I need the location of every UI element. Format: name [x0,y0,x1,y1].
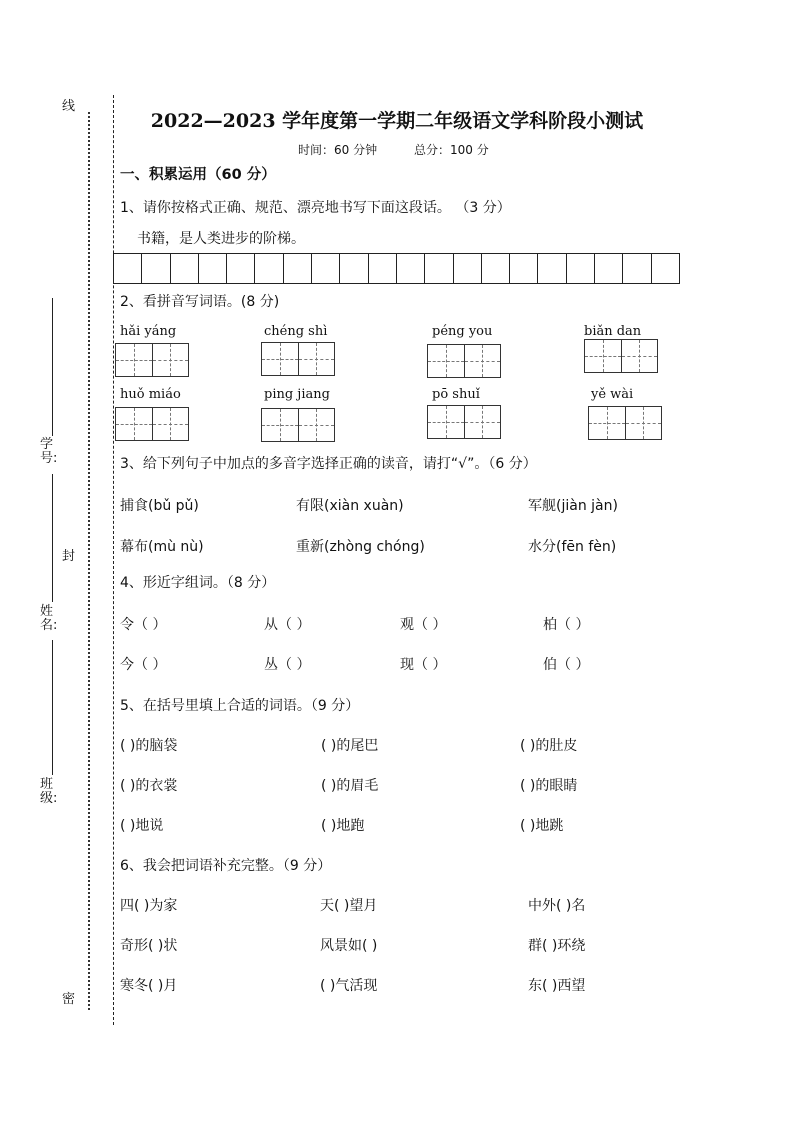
q3-item[interactable]: 有限(xiàn xuàn) [296,498,404,514]
margin-xian: 线 [62,99,76,114]
q4-prompt: 4、形近字组词。（8 分） [120,575,276,591]
pinyin-label: péng you [432,324,493,339]
xingming-label: 姓名: [40,604,58,633]
q6-prompt: 6、我会把词语补充完整。（9 分） [120,858,332,874]
q5-item[interactable]: ( )地跑 [321,818,365,834]
pinyin-label: chéng shì [264,324,328,339]
q6-item[interactable]: 群( )环绕 [528,938,586,954]
q3-prompt: 3、给下列句子中加点的多音字选择正确的读音，请打“√”。（6 分） [120,456,537,472]
pinyin-label: huǒ miáo [120,387,181,402]
q6-item[interactable]: 风景如( ) [320,938,378,954]
q6-item[interactable]: 奇形( )状 [120,938,178,954]
tianzige-box[interactable] [588,406,662,440]
tianzige-box[interactable] [261,408,335,442]
pinyin-label: biǎn dan [584,324,642,339]
pinyin-label: ping jiang [264,387,330,402]
exam-time: 时间：60 分钟 [298,143,378,157]
q5-item[interactable]: ( )的眉毛 [321,778,379,794]
exam-title: 2022—2023 学年度第一学期二年级语文学科阶段小测试 [150,110,644,132]
xingming-field[interactable] [52,474,53,602]
binding-dotted-line [88,112,90,1010]
pinyin-label: hǎi yáng [120,324,177,339]
q6-item[interactable]: 天( )望月 [320,898,378,914]
q5-item[interactable]: ( )地说 [120,818,164,834]
xuehao-field[interactable] [52,298,53,436]
q3-item[interactable]: 捕食(bǔ pǔ) [120,498,199,514]
binding-dashed-line [113,95,114,1025]
pinyin-label: yě wài [591,387,634,402]
tianzige-box[interactable] [261,342,335,376]
pinyin-label: pō shuǐ [432,387,480,402]
q5-item[interactable]: ( )的脑袋 [120,738,178,754]
tianzige-box[interactable] [115,407,189,441]
q5-item[interactable]: ( )的尾巴 [321,738,379,754]
banji-field[interactable] [52,640,53,775]
q4-item[interactable]: 从（ ） [264,617,311,633]
q2-prompt: 2、看拼音写词语。(8 分) [120,294,280,310]
q4-item[interactable]: 现（ ） [400,657,447,673]
q6-item[interactable]: 四( )为家 [120,898,178,914]
q3-item[interactable]: 军舰(jiàn jàn) [528,498,618,514]
q6-item[interactable]: 寒冬( )月 [120,978,178,994]
q1-sentence: 书籍，是人类进步的阶梯。 [137,231,305,247]
q4-item[interactable]: 柏（ ） [543,617,590,633]
section-heading: 一、积累运用（60 分） [120,167,276,183]
q4-item[interactable]: 伯（ ） [543,657,590,673]
q5-item[interactable]: ( )的肚皮 [520,738,578,754]
q5-item[interactable]: ( )的衣裳 [120,778,178,794]
q3-item[interactable]: 水分(fēn fèn) [528,539,617,555]
q5-item[interactable]: ( )的眼睛 [520,778,578,794]
q6-item[interactable]: 中外( )名 [528,898,586,914]
tianzige-box[interactable] [427,344,501,378]
q4-item[interactable]: 令（ ） [120,617,167,633]
tianzige-box[interactable] [584,339,658,373]
margin-feng: 封 [62,549,76,564]
q3-item[interactable]: 重新(zhòng chóng) [296,539,425,555]
q5-prompt: 5、在括号里填上合适的词语。（9 分） [120,698,360,714]
q1-writing-grid[interactable] [113,253,680,284]
q4-item[interactable]: 观（ ） [400,617,447,633]
q6-item[interactable]: 东( )西望 [528,978,586,994]
banji-label: 班级: [40,777,58,806]
exam-total-score: 总分：100 分 [414,143,489,157]
q5-item[interactable]: ( )地跳 [520,818,564,834]
margin-mi: 密 [62,992,76,1007]
tianzige-box[interactable] [427,405,501,439]
q4-item[interactable]: 今（ ） [120,657,167,673]
q3-item[interactable]: 幕布(mù nù) [120,539,204,555]
xuehao-label: 学号: [40,437,58,466]
q4-item[interactable]: 丛（ ） [264,657,311,673]
q6-item[interactable]: ( )气活现 [320,978,378,994]
q1-prompt: 1、请你按格式正确、规范、漂亮地书写下面这段话。 （3 分） [120,200,511,216]
tianzige-box[interactable] [115,343,189,377]
